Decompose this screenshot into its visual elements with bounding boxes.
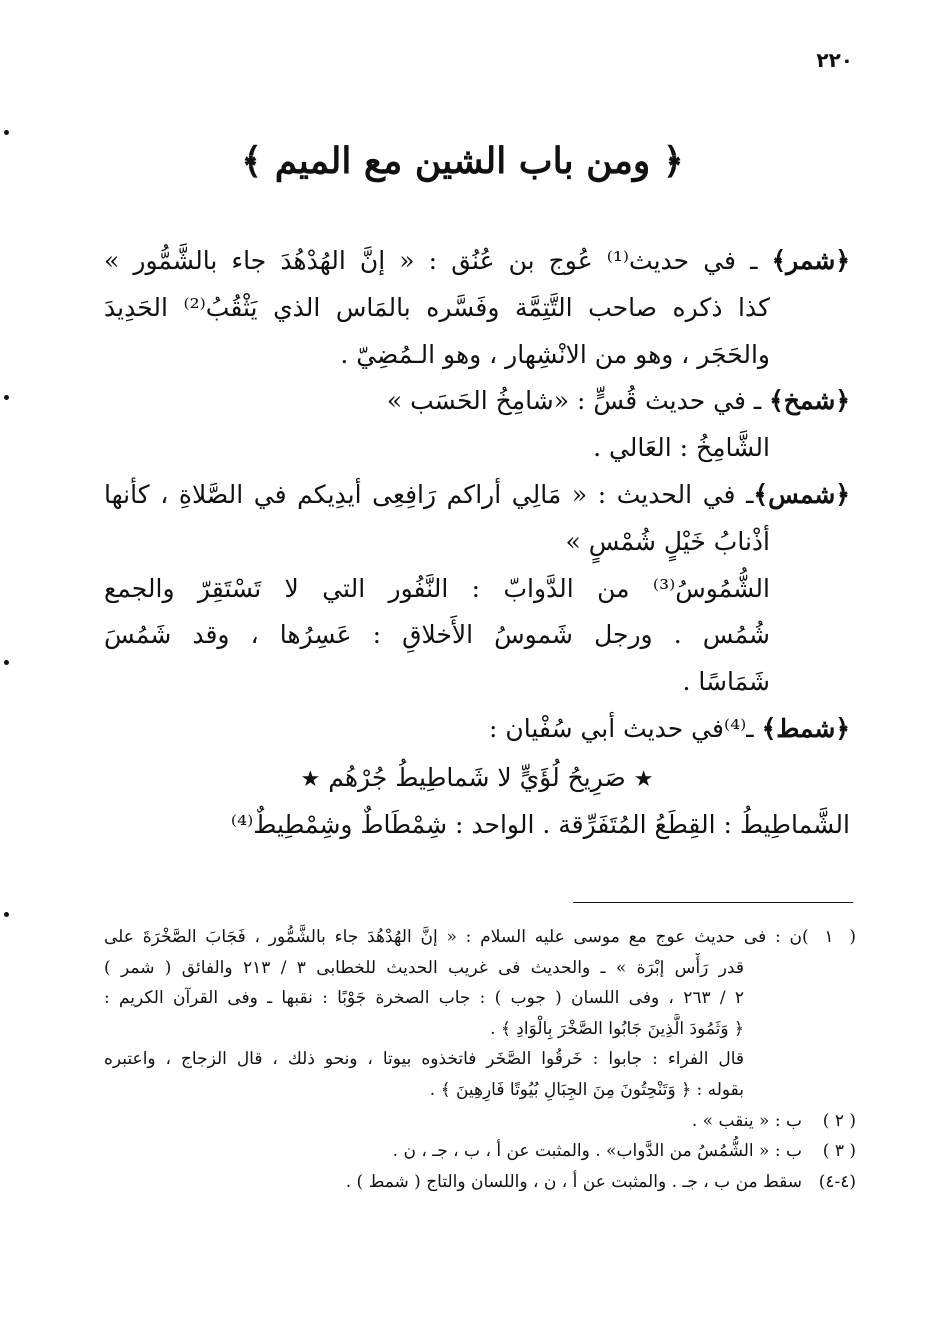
footnote-number: ( ٢ ) bbox=[822, 1110, 856, 1131]
text-line bbox=[104, 706, 850, 753]
footnote-line bbox=[104, 1075, 856, 1106]
footnote-line bbox=[104, 1044, 856, 1075]
line-text: ـ في حديث قُسٍّ : «شامِخُ الحَسَب » bbox=[386, 386, 770, 416]
footnote-line bbox=[104, 1167, 856, 1198]
footnote-line bbox=[104, 922, 856, 953]
footnote-line bbox=[104, 983, 856, 1014]
scan-margin-mark bbox=[4, 395, 9, 400]
line-text: كذا ذكره صاحب التَّتِمَّة وفَسَّره بالمَاس الذي يَثْقُبُ⁽²⁾ الحَدِيدَ bbox=[104, 292, 770, 322]
text-line bbox=[104, 612, 850, 659]
text-line bbox=[104, 425, 850, 472]
text-line bbox=[104, 238, 850, 285]
footnote-text: سقط من ب ، جـ . والمثبت عن أ ، ن ، واللسان والتاج ( شمط ) . bbox=[345, 1171, 802, 1192]
footnote-number: ( ١ ) bbox=[802, 927, 856, 947]
scan-margin-mark bbox=[4, 130, 9, 135]
line-text: شُمُس . ورجل شَموسُ الأَخلاقِ : عَسِرُها ، وقد شَمُسَ bbox=[104, 620, 770, 650]
text-line bbox=[104, 285, 850, 332]
footnotes bbox=[104, 922, 856, 1197]
footnote-text: ن : فى حديث عوج مع موسى عليه السلام : « إنَّ الهُدْهُدَ جاء بالشَّمُّور ، فَجَابَ الصَّخْرَةَ على bbox=[104, 927, 802, 947]
text-line bbox=[104, 519, 850, 566]
footnote-line bbox=[104, 1136, 856, 1167]
text-line bbox=[104, 659, 850, 706]
verse-text: صَرِيحُ لُؤَيٍّ لا شَماطِيطُ جُرْهُم bbox=[328, 762, 626, 792]
footnote-text: قال الفراء : جابوا : خَرقُوا الصَّخَر فاتخذوه بيوتا ، ونحو ذلك ، قال الزجاج ، واعتبره bbox=[104, 1049, 744, 1070]
page-number: ٢٢٠ bbox=[816, 48, 853, 72]
text-line bbox=[104, 472, 850, 519]
footnote-text: قدر رَأْس إبْرَة » ـ والحديث فى غريب الحديث للخطابى ٣ / ٢١٣ والفائق ( شمر ) bbox=[104, 957, 744, 978]
footnote-line bbox=[104, 953, 856, 984]
footnote-text: بقوله : ﴿ وَتَنْحِتُونَ مِنَ الجِبَالِ بُيُوتًا فَارِهِينَ ﴾ . bbox=[429, 1079, 744, 1100]
footnote-text: ﴿ وَثَمُودَ الَّذِينَ جَابُوا الصَّخْرَ بِالْوَادِ ﴾ . bbox=[490, 1018, 744, 1039]
footnote-text: ٢ / ٢٦٣ ، وفى اللسان ( جوب ) : جاب الصخرة جَوْبًا : نقبها ـ وفى القرآن الكريم : bbox=[104, 988, 744, 1009]
star-icon: ★ bbox=[633, 766, 654, 792]
entry-headword: ﴿شمر﴾ bbox=[771, 246, 850, 275]
line-text: الشَّماطِيطُ : القِطَعُ المُتَفَرِّقة . الواحد : شِمْطَاطٌ وشِمْطِيطٌ⁽⁴⁾ bbox=[230, 809, 850, 839]
entry-headword: ﴿شمخ﴾ bbox=[769, 386, 850, 416]
scan-margin-mark bbox=[4, 660, 9, 665]
chapter-title: ﴿ ومن باب الشين مع الميم ﴾ bbox=[241, 140, 684, 182]
entry-headword: ﴿شمس﴾ bbox=[753, 479, 850, 509]
entry-headword: ﴿شمط﴾ bbox=[761, 713, 850, 743]
line-text: الشُّمُوسُ⁽³⁾ من الدَّوابّ : النَّفُور التي لا تَسْتَقِرّ والجمع bbox=[104, 573, 770, 603]
footnote-line bbox=[104, 1014, 856, 1045]
line-text: ـ في الحديث : « مَالِي أراكم رَافِعِى أيدِيكم في الصَّلاةِ ، كأنها bbox=[104, 479, 754, 509]
line-text: أذْنابُ خَيْلٍ شُمْسٍ » bbox=[565, 526, 770, 556]
line-text: ـ في حديث⁽¹⁾ عُوج بن عُنُق : « إنَّ الهُدْهُدَ جاء بالشَّمُّور » bbox=[104, 246, 772, 275]
line-text: الشَّامِخُ : العَالي . bbox=[593, 433, 770, 463]
text-line bbox=[104, 802, 850, 849]
text-line bbox=[104, 378, 850, 425]
footnote-number: (٤-٤) bbox=[818, 1171, 856, 1192]
footnote-separator bbox=[573, 902, 853, 903]
footnote-line bbox=[104, 1106, 856, 1137]
footnote-number: ( ٣ ) bbox=[822, 1141, 856, 1162]
poetry-verse bbox=[104, 753, 850, 802]
line-text: ـ⁽⁴⁾في حديث أبي سُفْيان : bbox=[489, 713, 762, 743]
line-text: شَمَاسًا . bbox=[682, 667, 770, 697]
text-line bbox=[104, 566, 850, 613]
footnote-text: ب : « الشُّمُسُ من الدَّواب» . والمثبت عن أ ، ب ، جـ ، ن . bbox=[392, 1141, 802, 1162]
footnote-text: ب : « ينقب » . bbox=[691, 1110, 802, 1131]
line-text: والحَجَر ، وهو من الانْشِهار ، وهو الـمُضِيّ . bbox=[340, 339, 770, 369]
main-text bbox=[104, 238, 850, 848]
star-icon: ★ bbox=[300, 766, 321, 792]
scan-margin-mark bbox=[4, 912, 9, 917]
text-line bbox=[104, 332, 850, 379]
